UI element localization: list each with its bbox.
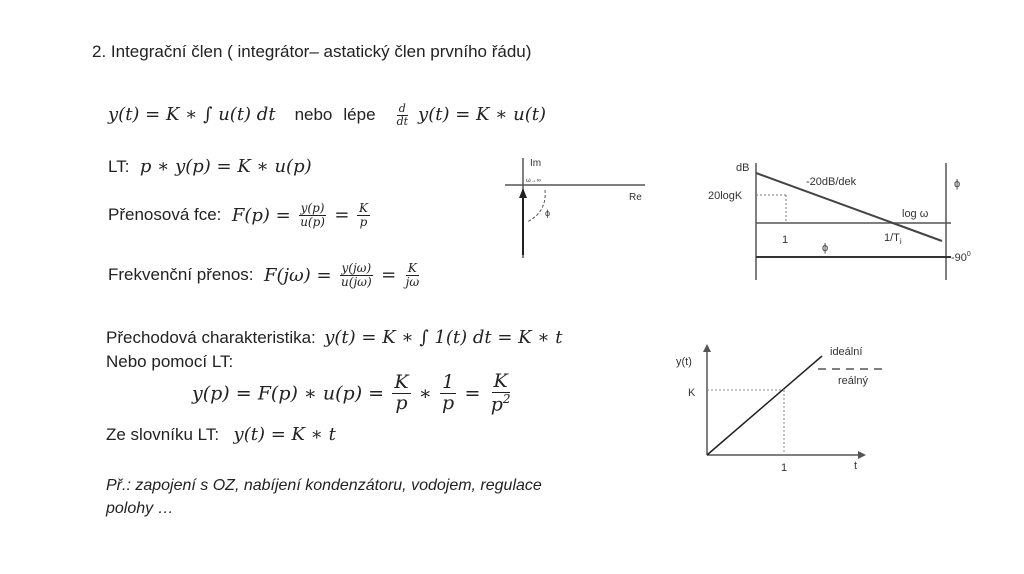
section-heading: 2. Integrační člen ( integrátor– astatický člen prvního řádu): [92, 42, 532, 61]
db-label: dB: [736, 162, 750, 174]
example-note: Př.: zapojení s OZ, nabíjení kondenzátoru, vodojem, regulace polohy …: [106, 477, 542, 517]
phi-line-label: ϕ: [822, 242, 829, 254]
20logk-label: 20logK: [708, 190, 743, 202]
equation-laplace-step: y(p) = F(p) ∗ u(p) = $\frac{K}{p}$ ∗ $\frac{1}{p}$ = $\frac{K}{p^2}$: [192, 370, 511, 416]
t-axis-arrow: [858, 451, 866, 459]
real-label: reálný: [838, 375, 868, 387]
one-label: 1: [782, 234, 789, 246]
t-label: t: [854, 460, 858, 472]
locus-arrow: [519, 188, 527, 198]
omega-label: ω→∞: [526, 178, 541, 184]
equation-integral: y(t) = K ∗ ∫ u(t) dt nebo lépe $\frac{d}{dt}$ y(t) = K ∗ u(t): [108, 102, 547, 128]
nyquist-plot: [505, 150, 655, 265]
equation-lt: LT: p ∗ y(p) = K ∗ u(p): [108, 156, 312, 177]
equation-step-response: Přechodová charakteristika: y(t) = K ∗ ∫ 1(t) dt = K ∗ t: [106, 327, 563, 348]
nebo-lt-label: Nebo pomocí LT:: [106, 352, 234, 371]
im-label: Im: [530, 158, 542, 169]
slope-label: -20dB/dek: [806, 176, 857, 188]
ti-label: $1/T_i$: [884, 232, 902, 246]
yt-label: y(t): [676, 356, 692, 368]
equation-dictionary: Ze slovníku LT: y(t) = K ∗ t: [106, 424, 336, 445]
phi-axis-label: ϕ: [954, 178, 961, 190]
log-omega-label: log ω: [902, 208, 929, 220]
equation-transfer-function: Přenosová fce: F(p) = $\frac{y(p)}{u(p)}$ = $\frac{K}{p}$: [108, 201, 368, 229]
ideal-label: ideální: [830, 346, 863, 358]
one-label: 1: [781, 462, 788, 474]
equation-frequency-transfer: Frekvenční přenos: F(jω) = $\frac{y(j\omega)}{u(j\omega)}$ = $\frac{K}{j\omega}$: [108, 261, 420, 289]
step-response-plot: [672, 340, 892, 480]
y-axis-arrow: [703, 344, 711, 352]
bode-plot: [706, 155, 976, 285]
phase-arc: [527, 190, 545, 222]
re-label: Re: [629, 192, 642, 203]
ramp-line: [707, 356, 822, 455]
k-label: K: [688, 387, 696, 399]
deg-label: $-90^0$: [951, 251, 971, 264]
phi-label: ϕ: [545, 208, 551, 218]
